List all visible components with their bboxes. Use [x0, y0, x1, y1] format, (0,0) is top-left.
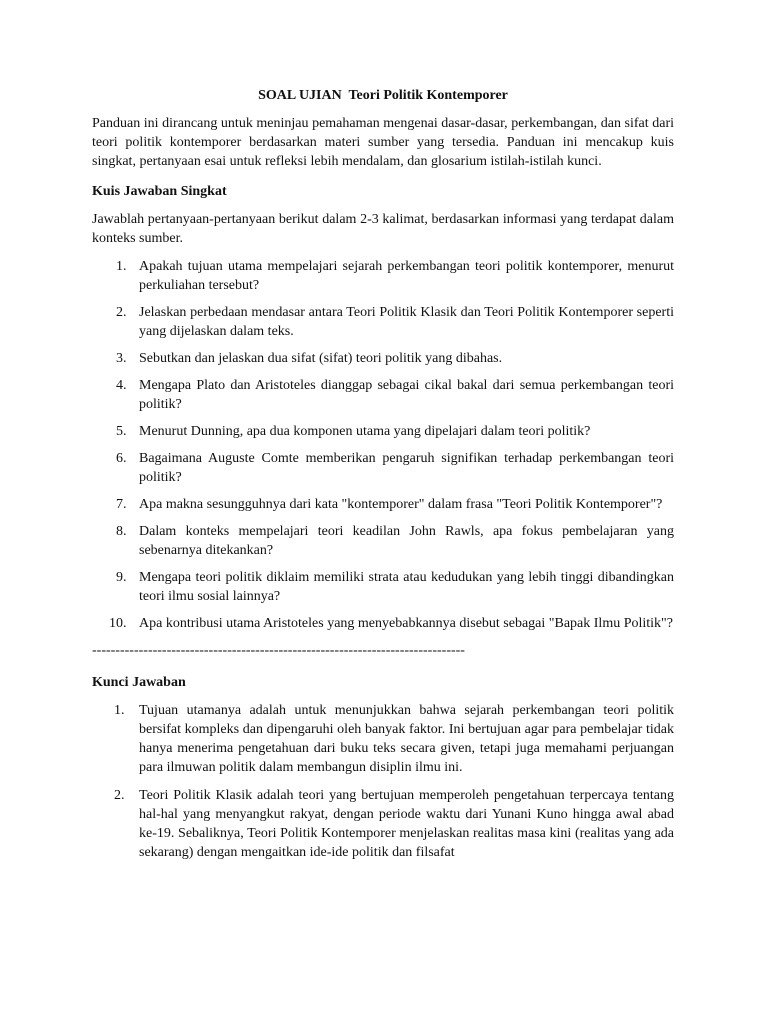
- answer-item: [92, 701, 674, 777]
- answer-number: 1.: [114, 703, 125, 718]
- question-text: Apa makna sesungguhnya dari kata "kontemporer" dalam frasa "Teori Politik Kontemporer"?: [139, 497, 663, 512]
- question-text: Bagaimana Auguste Comte memberikan pengaruh signifikan terhadap perkembangan teori politik?: [139, 451, 674, 485]
- question-text: Mengapa teori politik diklaim memiliki strata atau kedudukan yang lebih tinggi dibandingkan teori ilmu sosial lainnya?: [139, 570, 674, 604]
- question-number: 5.: [116, 424, 127, 439]
- question-number: 2.: [116, 305, 127, 320]
- answer-number: 2.: [114, 788, 125, 803]
- question-number: 7.: [116, 497, 127, 512]
- intro-paragraph: Panduan ini dirancang untuk meninjau pemahaman mengenai dasar-dasar, perkembangan, dan sifat dari teori politik kontemporer berdasarkan materi sumber yang tersedia. Panduan ini mencakup kuis singkat, pertanyaan esai untuk refleksi lebih mendalam, dan glosarium istilah-istilah kunci.: [92, 116, 674, 169]
- question-number: 4.: [116, 378, 127, 393]
- question-text: Mengapa Plato dan Aristoteles dianggap sebagai cikal bakal dari semua perkembangan teori politik?: [139, 378, 674, 412]
- question-number: 8.: [116, 524, 127, 539]
- answer-key-heading: Kunci Jawaban: [92, 675, 186, 690]
- question-number: 10.: [109, 616, 127, 631]
- question-text: Jelaskan perbedaan mendasar antara Teori Politik Klasik dan Teori Politik Kontemporer seperti yang dijelaskan dalam teks.: [139, 305, 674, 339]
- quiz-question: [92, 449, 674, 487]
- quiz-question: [92, 422, 674, 441]
- quiz-question: [92, 257, 674, 295]
- question-number: 6.: [116, 451, 127, 466]
- quiz-question: [92, 568, 674, 606]
- quiz-question: [92, 376, 674, 414]
- answer-item: [92, 786, 674, 862]
- section-separator: --------------------------------------------------------------------------------: [92, 643, 465, 658]
- question-text: Menurut Dunning, apa dua komponen utama yang dipelajari dalam teori politik?: [139, 424, 591, 439]
- question-number: 1.: [116, 259, 127, 274]
- answer-list: [92, 701, 674, 862]
- answer-text: Teori Politik Klasik adalah teori yang bertujuan memperoleh pengetahuan terpercaya tentang hal-hal yang menyangkut rakyat, dengan periode waktu dari Yunani Kuno hingga awal abad ke-19. Sebaliknya, Teori Politik Kontemporer menjelaskan realitas masa kini (realitas yang ada sekarang) dengan mengaitkan ide-ide politik dan filsafat: [139, 788, 674, 860]
- quiz-question: [92, 614, 674, 633]
- question-text: Sebutkan dan jelaskan dua sifat (sifat) teori politik yang dibahas.: [139, 351, 503, 366]
- answer-text: Tujuan utamanya adalah untuk menunjukkan bahwa sejarah perkembangan teori politik bersifat kompleks dan dipengaruhi oleh banyak faktor. Ini bertujuan agar para pembelajar tidak hanya menerima pengetahuan dari buku teks secara given, tetapi juga memahami perjuangan para ilmuwan politik dalam membangun disiplin ilmu ini.: [139, 703, 674, 775]
- quiz-question: [92, 522, 674, 560]
- question-number: 3.: [116, 351, 127, 366]
- question-text: Apa kontribusi utama Aristoteles yang menyebabkannya disebut sebagai "Bapak Ilmu Politik"?: [139, 616, 673, 631]
- question-text: Apakah tujuan utama mempelajari sejarah perkembangan teori politik kontemporer, menurut perkuliahan tersebut?: [139, 259, 674, 293]
- quiz-question: [92, 349, 674, 368]
- quiz-instruction: Jawablah pertanyaan-pertanyaan berikut dalam 2-3 kalimat, berdasarkan informasi yang terdapat dalam konteks sumber.: [92, 212, 674, 246]
- document-title: SOAL UJIAN Teori Politik Kontemporer: [258, 88, 508, 103]
- quiz-question: [92, 303, 674, 341]
- question-number: 9.: [116, 570, 127, 585]
- question-text: Dalam konteks mempelajari teori keadilan John Rawls, apa fokus pembelajaran yang sebenarnya ditekankan?: [139, 524, 674, 558]
- quiz-heading: Kuis Jawaban Singkat: [92, 184, 227, 199]
- quiz-question-list: [92, 257, 674, 633]
- quiz-question: [92, 495, 674, 514]
